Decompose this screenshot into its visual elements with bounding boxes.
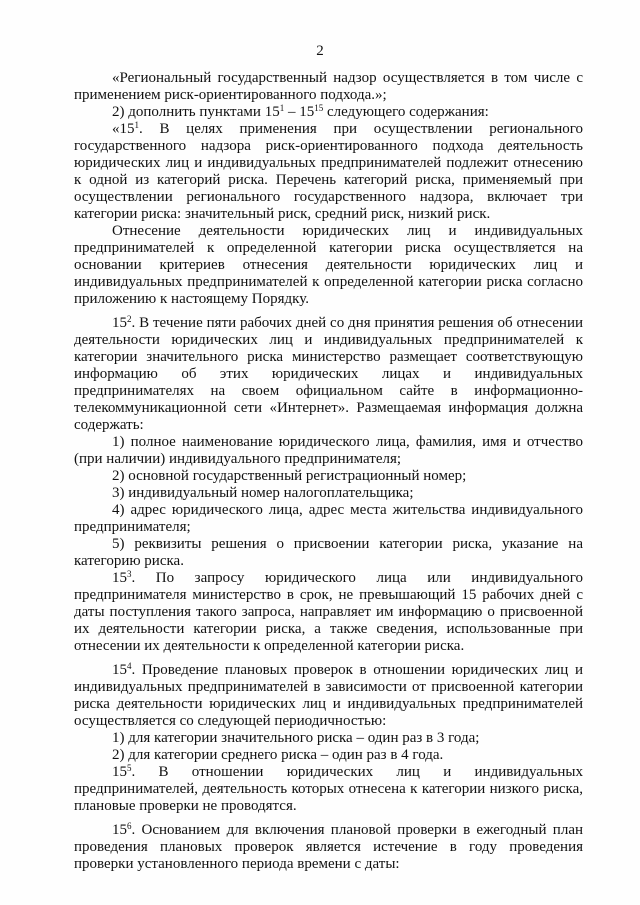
paragraph: $15^4$. Проведение плановых проверок в отношении юридических лиц и индивидуальных предпринимателей в зависимости от присвоенной категории риска деятельности юридических лиц и индивидуальных предпринимателей осуществляется со следующей периодичностью: [74,661,583,729]
list-item: 5) реквизиты решения о присвоении категории риска, указание на категорию риска. [74,536,583,569]
paragraph: 2) дополнить пунктами $15^1 - 15^{15}$ следующего содержания: [112,103,489,120]
list-item: 1) полное наименование юридического лица, фамилия, имя и отчество (при наличии) индивидуального предпринимателя; [74,434,583,467]
paragraph: $15^2$. В течение пяти рабочих дней со дня принятия решения об отнесении деятельности юридических лиц и индивидуальных предпринимателей к категории значительного риска министерство размещает соответствующую информацию об этих юридических лицах и индивидуальных предпринимателях на своем официальном сайте в информационно-телекоммуникационной сети «Интернет». Размещаемая информация должна содержать: [74,314,583,433]
document-body [74,70,583,873]
list-item: 2) основной государственный регистрационный номер; [112,468,467,484]
paragraph: $15^6$. Основанием для включения плановой проверки в ежегодный план проведения плановых проверок является истечение в году проведения проверки установленного периода времени с даты: [74,821,583,872]
list-item: 3) индивидуальный номер налогоплательщика; [112,485,414,501]
paragraph: $15^5$. В отношении юридических лиц и индивидуальных предпринимателей, деятельность которых отнесена к категории низкого риска, плановые проверки не проводятся. [74,763,583,814]
list-item: 1) для категории значительного риска – один раз в 3 года; [112,730,480,746]
paragraph: «Региональный государственный надзор осуществляется в том числе с применением риск-ориентированного подхода.»; [74,70,583,103]
list-item: 4) адрес юридического лица, адрес места жительства индивидуального предпринимателя; [74,502,583,535]
paragraph: Отнесение деятельности юридических лиц и индивидуальных предпринимателей к определенной категории риска осуществляется на основании критериев отнесения деятельности юридических лиц и индивидуальных предпринимателей к определенной категории риска согласно приложению к настоящему Порядку. [74,223,583,307]
list-item: 2) для категории среднего риска – один раз в 4 года. [112,747,444,763]
paragraph: «$15^1$. В целях применения при осуществлении регионального государственного надзора риск-ориентированного подхода деятельность юридических лиц и индивидуальных предпринимателей подлежит отнесению к одной из категорий риска. Перечень категорий риска, применяемый при осуществлении регионального государственного надзора, включает три категории риска: значительный риск, средний риск, низкий риск. [74,120,583,222]
paragraph: $15^3$. По запросу юридического лица или индивидуального предпринимателя министерство в срок, не превышающий 15 рабочих дней с даты поступления такого запроса, направляет им информацию о присвоенной их деятельности категории риска, а также сведения, использованные при отнесении их деятельности к определенной категории риска. [74,569,583,654]
page-number: 2 [316,43,324,59]
